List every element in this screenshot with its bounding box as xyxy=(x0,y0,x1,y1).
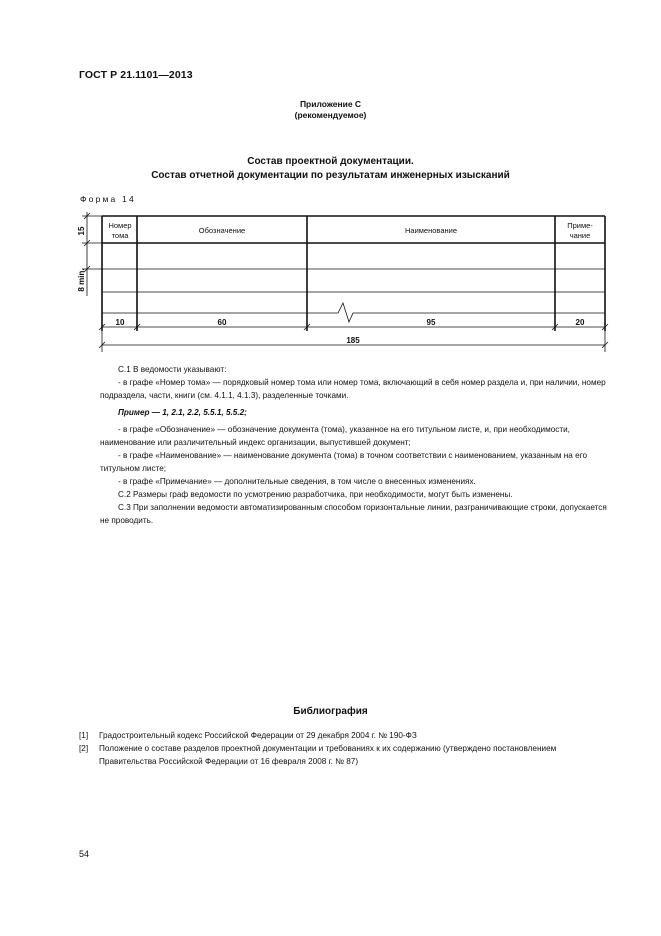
appendix-status: (рекомендуемое) xyxy=(294,110,367,120)
bibliography-item-text: Градостроительный кодекс Российской Федерации от 29 декабря 2004 г. № 190-ФЗ xyxy=(99,731,417,740)
bibliography-title: Библиография xyxy=(293,706,368,717)
bibliography-list xyxy=(79,729,609,768)
bibliography-item-number: [1] xyxy=(79,731,89,740)
form-label: Форма 14 xyxy=(80,194,136,204)
col-width-name: 95 xyxy=(426,318,436,327)
col-width-note: 20 xyxy=(575,318,585,327)
note-c1-item1: - в графе «Номер тома» — порядковый номер тома или номер тома, включающий в себя номер раздела и, при наличии, номер подраздела, части, книги (см. 4.1.1, 4.1.3), разделенные точками. xyxy=(100,378,606,400)
row-height-label: 8 min. xyxy=(77,268,86,292)
note-c2: С.2 Размеры граф ведомости по усмотрению разработчика, при необходимости, могут быть изменены. xyxy=(118,490,513,499)
bibliography-item-number: [2] xyxy=(79,744,89,753)
section-title-line1: Состав проектной документации. xyxy=(247,156,414,167)
total-width-label: 185 xyxy=(346,336,360,345)
col-header-note-line1: Приме- xyxy=(567,221,593,230)
bibliography-item xyxy=(79,729,609,742)
bibliography-item xyxy=(79,742,609,768)
header-height-label: 15 xyxy=(77,226,86,236)
note-example: Пример — 1, 2.1, 2.2, 5.5.1, 5.5.2; xyxy=(118,408,247,417)
page-number: 54 xyxy=(79,849,90,859)
col-header-number-line2: тома xyxy=(111,231,129,240)
col-width-designation: 60 xyxy=(217,318,227,327)
note-c1-item4: - в графе «Примечание» — дополнительные сведения, в том числе о внесенных изменениях. xyxy=(118,477,476,486)
col-header-name: Наименование xyxy=(405,226,457,235)
note-c3: С.3 При заполнении ведомости автоматизированным способом горизонтальные линии, разграничивающие строки, допускается не проводить. xyxy=(100,503,607,525)
note-c1-item2: - в графе «Обозначение» — обозначение документа (тома), указанное на его титульном листе, и, при необходимости, наименование или различительный индекс организации, выпустившей документ; xyxy=(100,425,570,447)
note-c1-intro: С.1 В ведомости указывают: xyxy=(118,365,227,374)
col-header-designation: Обозначение xyxy=(198,226,246,235)
section-title-line2: Состав отчетной документации по результатам инженерных изысканий xyxy=(151,170,510,181)
col-header-note-line2: чание xyxy=(569,231,591,240)
form-table-drawing xyxy=(0,0,661,360)
col-header-number-line1: Номер xyxy=(108,221,132,230)
standard-code-header: ГОСТ Р 21.1101—2013 xyxy=(79,69,193,81)
appendix-title: Приложение С xyxy=(299,99,362,109)
bibliography-item-text: Положение о составе разделов проектной документации и требованиях к их содержанию (утверждено постановлением Правительства Российской Федерации от 16 февраля 2008 г. № 87) xyxy=(99,744,557,766)
notes-block xyxy=(100,363,610,527)
col-width-number: 10 xyxy=(115,318,125,327)
note-c1-item3: - в графе «Наименование» — наименование документа (тома) в точном соответствии с наименованием, указанным на его титульном листе; xyxy=(100,451,588,473)
